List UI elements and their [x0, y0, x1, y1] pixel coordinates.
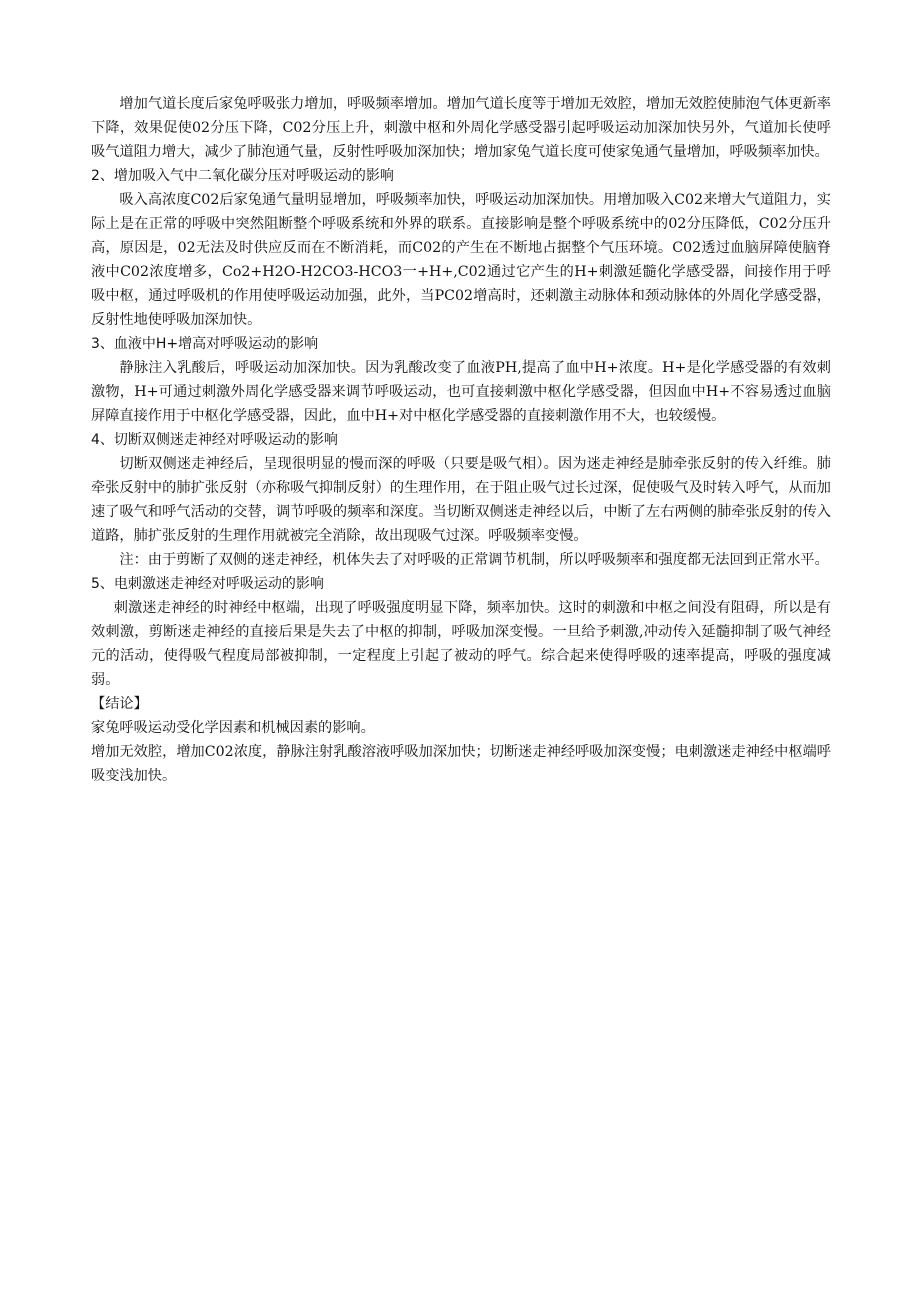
section-2-heading: 2、增加吸入气中二氧化碳分压对呼吸运动的影响 [91, 168, 394, 184]
section-5-heading: 5、电刺激迷走神经对呼吸运动的影响 [91, 576, 324, 592]
section-4-paragraph: 切断双侧迷走神经后，呈现很明显的慢而深的呼吸（只要是吸气相）。因为迷走神经是肺牵张反射的传入纤维。肺牵张反射中的肺扩张反射（亦称吸气抑制反射）的生理作用，在于阻止吸气过长过深，促使吸气及时转入呼气，从而加速了吸气和呼气活动的交替，调节呼吸的频率和深度。当切断双侧迷走神经以后，中断了左右两侧的肺牵张反射的传入道路，肺扩张反射的生理作用就被完全消除，故出现吸气过深。呼吸频率变慢。 [91, 456, 831, 544]
section-4-heading: 4、切断双侧迷走神经对呼吸运动的影响 [91, 432, 338, 448]
section-5-paragraph: 刺激迷走神经的时神经中枢端，出现了呼吸强度明显下降，频率加快。这时的刺激和中枢之间没有阻碍，所以是有效刺激，剪断迷走神经的直接后果是失去了中枢的抑制，呼吸加深变慢。一旦给予刺激,冲动传入延髓抑制了吸气神经元的活动，使得吸气程度局部被抑制，一定程度上引起了被动的呼气。综合起来使得呼吸的速率提高，呼吸的强度减弱。 [91, 600, 831, 688]
conclusion-heading: 【结论】 [91, 696, 148, 712]
section-3-heading: 3、血液中H+增高对呼吸运动的影响 [91, 336, 319, 352]
conclusion-line-2: 增加无效腔，增加C02浓度，静脉注射乳酸溶液呼吸加深加快；切断迷走神经呼吸加深变慢；电刺激迷走神经中枢端呼吸变浅加快。 [91, 744, 831, 784]
section-4-note: 注：由于剪断了双侧的迷走神经，机体失去了对呼吸的正常调节机制，所以呼吸频率和强度都无法回到正常水平。 [119, 552, 829, 568]
section-3-paragraph: 静脉注入乳酸后，呼吸运动加深加快。因为乳酸改变了血液PH,提高了血中H+浓度。H+是化学感受器的有效刺激物，H+可通过刺激外周化学感受器来调节呼吸运动，也可直接刺激中枢化学感受器，但因血中H+不容易透过血脑屏障直接作用于中枢化学感受器，因此，血中H+对中枢化学感受器的直接刺激作用不大，也较缓慢。 [91, 360, 831, 424]
intro-paragraph: 增加气道长度后家兔呼吸张力增加，呼吸频率增加。增加气道长度等于增加无效腔，增加无效腔使肺泡气体更新率下降，效果促使02分压下降，C02分压上升，刺激中枢和外周化学感受器引起呼吸运动加深加快另外，气道加长使呼吸气道阻力增大，减少了肺泡通气量，反射性呼吸加深加快；增加家兔气道长度可使家兔通气量增加，呼吸频率加快。 [91, 96, 831, 160]
section-2-paragraph: 吸入高浓度C02后家兔通气量明显增加，呼吸频率加快，呼吸运动加深加快。用增加吸入C02来增大气道阻力，实际上是在正常的呼吸中突然阻断整个呼吸系统和外界的联系。直接影响是整个呼吸系统中的02分压降低，C02分压升高，原因是，02无法及时供应反而在不断消耗，而C02的产生在不断地占据整个气压环境。C02透过血脑屏障使脑脊液中C02浓度增多，Co2+H2O-H2CO3-HCO3一+H+,C02通过它产生的H+刺激延髓化学感受器，间接作用于呼吸中枢，通过呼吸机的作用使呼吸运动加强，此外，当PC02增高时，还刺激主动脉体和颈动脉体的外周化学感受器，反射性地使呼吸加深加快。 [91, 192, 831, 328]
conclusion-line-1: 家兔呼吸运动受化学因素和机械因素的影响。 [91, 720, 375, 736]
document-page [91, 92, 831, 788]
